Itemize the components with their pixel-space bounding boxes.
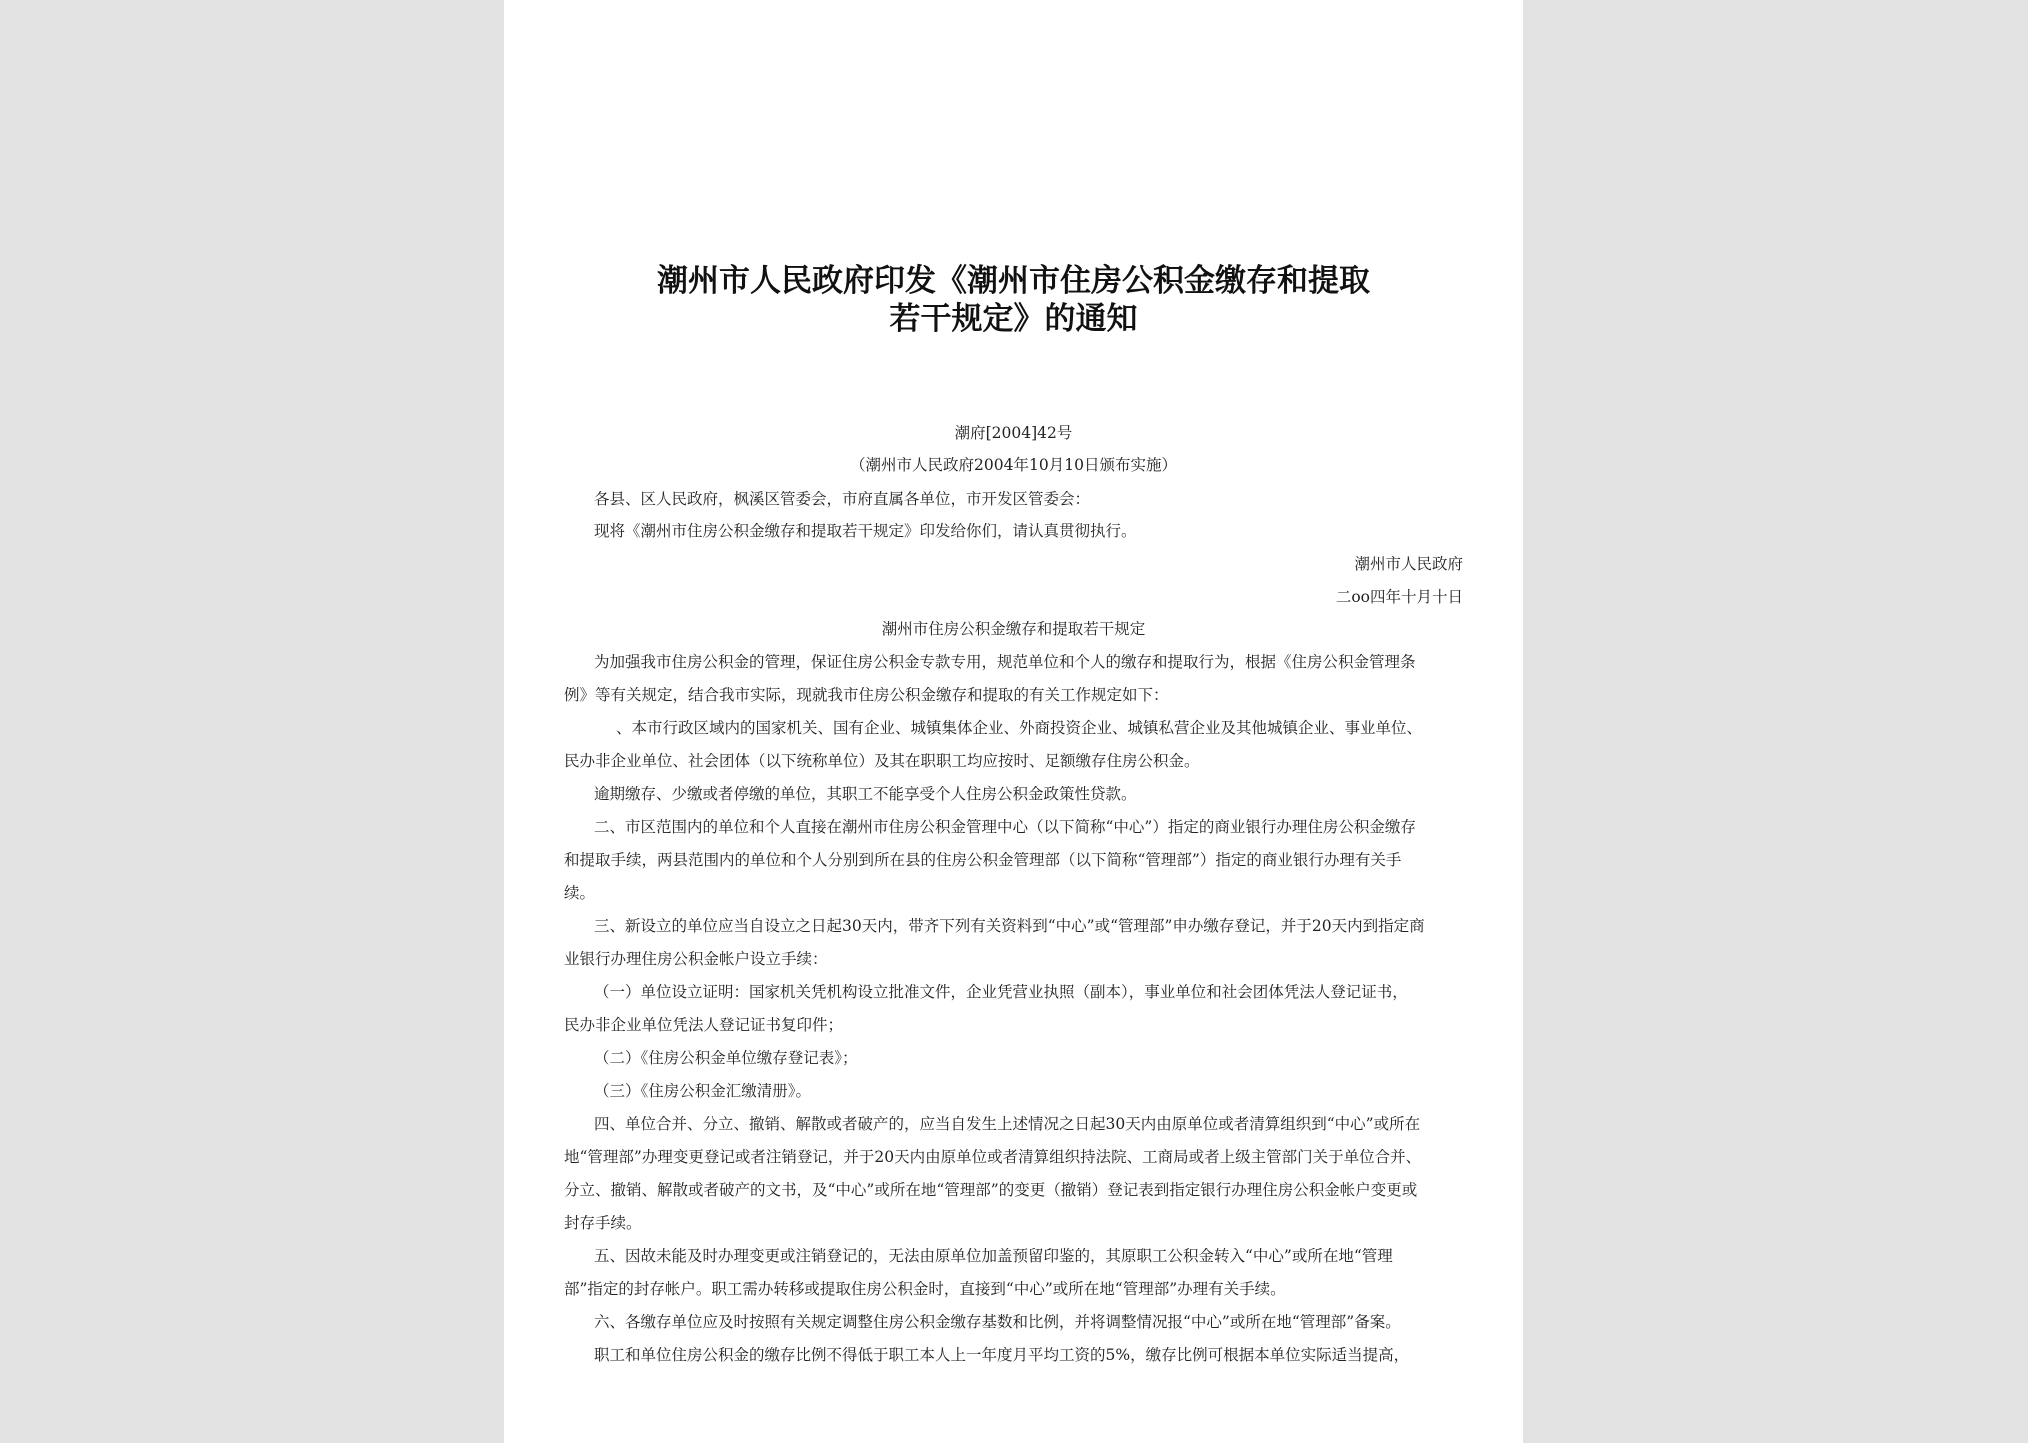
rules-title: 潮州市住房公积金缴存和提取若干规定 (881, 620, 1146, 638)
body-line: 地“管理部”办理变更登记或者注销登记，并于20天内由原单位或者清算组织持法院、工商局或者上级主管部门关于单位合并、 (564, 1148, 1422, 1166)
signature-date: 二oo四年十月十日 (1335, 588, 1463, 606)
document-number: 潮府[2004]42号 (954, 424, 1073, 442)
document-page (504, 0, 1523, 1443)
issued-note: （潮州市人民政府2004年10月10日颁布实施） (850, 456, 1177, 474)
body-line: 二、市区范围内的单位和个人直接在潮州市住房公积金管理中心（以下简称“中心”）指定的商业银行办理住房公积金缴存 (594, 818, 1416, 836)
body-line: （一）单位设立证明：国家机关凭机构设立批准文件，企业凭营业执照（副本），事业单位和社会团体凭法人登记证书， (594, 983, 1408, 1001)
title-line-2: 若干规定》的通知 (889, 301, 1138, 337)
intro-paragraph: 现将《潮州市住房公积金缴存和提取若干规定》印发给你们，请认真贯彻执行。 (594, 522, 1137, 540)
body-line: 四、单位合并、分立、撤销、解散或者破产的，应当自发生上述情况之日起30天内由原单位或者清算组织到“中心”或所在 (594, 1115, 1421, 1133)
body-line: 业银行办理住房公积金帐户设立手续： (564, 950, 828, 968)
title-line-1: 潮州市人民政府印发《潮州市住房公积金缴存和提取 (657, 263, 1370, 299)
addressee-line: 各县、区人民政府，枫溪区管委会，市府直属各单位，市开发区管委会： (594, 490, 1091, 508)
body-line: 封存手续。 (564, 1214, 642, 1232)
body-line: 分立、撤销、解散或者破产的文书，及“中心”或所在地“管理部”的变更（撤销）登记表到指定银行办理住房公积金帐户变更或 (564, 1181, 1418, 1199)
body-line: 、本市行政区域内的国家机关、国有企业、城镇集体企业、外商投资企业、城镇私营企业及其他城镇企业、事业单位、 (616, 719, 1423, 737)
body-line: 民办非企业单位、社会团体（以下统称单位）及其在职职工均应按时、足额缴存住房公积金。 (564, 752, 1200, 770)
body-line: 六、各缴存单位应及时按照有关规定调整住房公积金缴存基数和比例，并将调整情况报“中心”或所在地“管理部”备案。 (594, 1313, 1401, 1331)
body-line: 部”指定的封存帐户。职工需办转移或提取住房公积金时，直接到“中心”或所在地“管理部”办理有关手续。 (564, 1280, 1286, 1298)
body-line: 和提取手续，两县范围内的单位和个人分别到所在县的住房公积金管理部（以下简称“管理部”）指定的商业银行办理有关手 (564, 851, 1402, 869)
document-title (544, 262, 1483, 338)
body-line: 民办非企业单位凭法人登记证书复印件； (564, 1016, 844, 1034)
body-line: （三）《住房公积金汇缴清册》。 (594, 1082, 812, 1100)
signature-organization: 潮州市人民政府 (1354, 555, 1463, 573)
body-line: 例》等有关规定，结合我市实际，现就我市住房公积金缴存和提取的有关工作规定如下： (564, 686, 1169, 704)
body-line: 逾期缴存、少缴或者停缴的单位，其职工不能享受个人住房公积金政策性贷款。 (594, 785, 1137, 803)
body-line: 三、新设立的单位应当自设立之日起30天内，带齐下列有关资料到“中心”或“管理部”申办缴存登记，并于20天内到指定商 (594, 917, 1425, 935)
body-line: 为加强我市住房公积金的管理，保证住房公积金专款专用，规范单位和个人的缴存和提取行为，根据《住房公积金管理条 (594, 653, 1416, 671)
body-line: 续。 (564, 884, 596, 902)
body-line: 五、因故未能及时办理变更或注销登记的，无法由原单位加盖预留印鉴的，其原职工公积金转入“中心”或所在地“管理 (594, 1247, 1393, 1265)
body-line: （二）《住房公积金单位缴存登记表》； (594, 1049, 858, 1067)
body-line: 职工和单位住房公积金的缴存比例不得低于职工本人上一年度月平均工资的5%，缴存比例可根据本单位实际适当提高， (594, 1346, 1410, 1364)
